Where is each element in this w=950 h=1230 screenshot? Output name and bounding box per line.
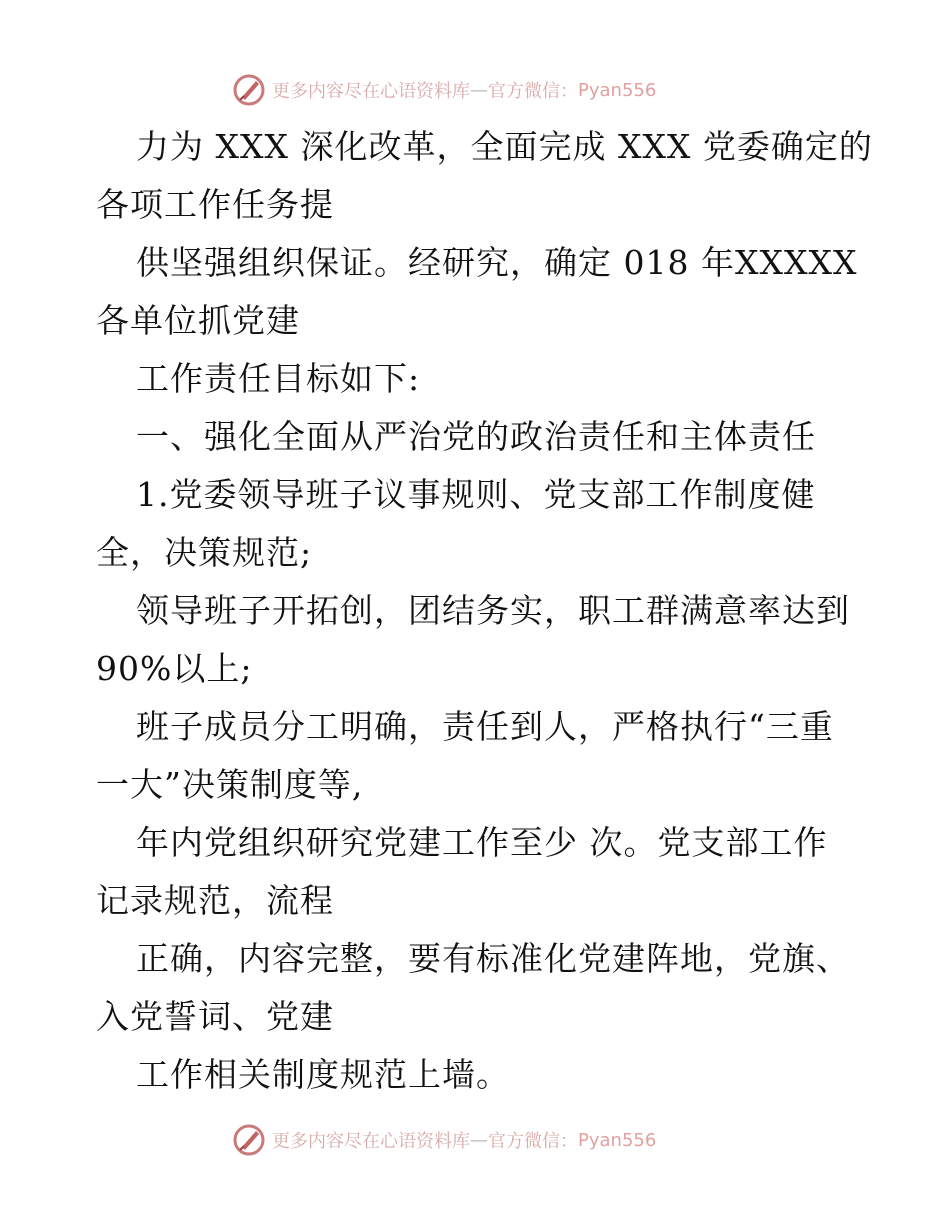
watermark-header: [232, 72, 752, 108]
paragraph-line: 力为 XXX 深化改革，全面完成 XXX 党委确定的: [136, 127, 873, 166]
paragraph-line: 工作责任目标如下:: [136, 359, 421, 398]
paragraph-line: 一、强化全面从严治党的政治责任和主体责任: [136, 417, 816, 456]
quill-logo-icon: [232, 73, 266, 107]
paragraph-line: 一大”决策制度等,: [96, 765, 364, 804]
watermark-id: Pyan556: [578, 79, 657, 101]
paragraph-line: 年内党组织研究党建工作至少 次。党支部工作: [136, 823, 828, 862]
watermark-label: 官方微信：: [488, 1131, 578, 1152]
paragraph-line: 班子成员分工明确，责任到人，严格执行“三重: [136, 707, 834, 746]
paragraph-line: 全，决策规范;: [96, 533, 313, 572]
watermark-text: 更多内容尽在心语资料库: [272, 81, 470, 102]
paragraph-line: 正确，内容完整，要有标准化党建阵地，党旗、: [136, 939, 850, 978]
paragraph-line: 入党誓词、党建: [96, 997, 334, 1036]
watermark-label: 官方微信：: [488, 81, 578, 102]
watermark-id: Pyan556: [578, 1129, 657, 1151]
paragraph-line: 各项工作任务提: [96, 185, 334, 224]
watermark-text: 更多内容尽在心语资料库: [272, 1131, 470, 1152]
paragraph-line: 领导班子开拓创，团结务实，职工群满意率达到: [136, 591, 850, 630]
paragraph-line: 1.党委领导班子议事规则、党支部工作制度健: [136, 475, 816, 514]
watermark-footer: [232, 1122, 752, 1158]
paragraph-line: 工作相关制度规范上墙。: [136, 1055, 510, 1094]
paragraph-line: 各单位抓党建: [96, 301, 300, 340]
paragraph-line: 供坚强组织保证。经研究，确定 018 年XXXXX: [136, 243, 858, 282]
paragraph-line: 记录规范，流程: [96, 881, 334, 920]
quill-logo-icon: [232, 1123, 266, 1157]
watermark-dash: —: [470, 79, 488, 101]
paragraph-line: 90%以上;: [96, 649, 253, 688]
document-body: [96, 118, 873, 1104]
watermark-dash: —: [470, 1129, 488, 1151]
